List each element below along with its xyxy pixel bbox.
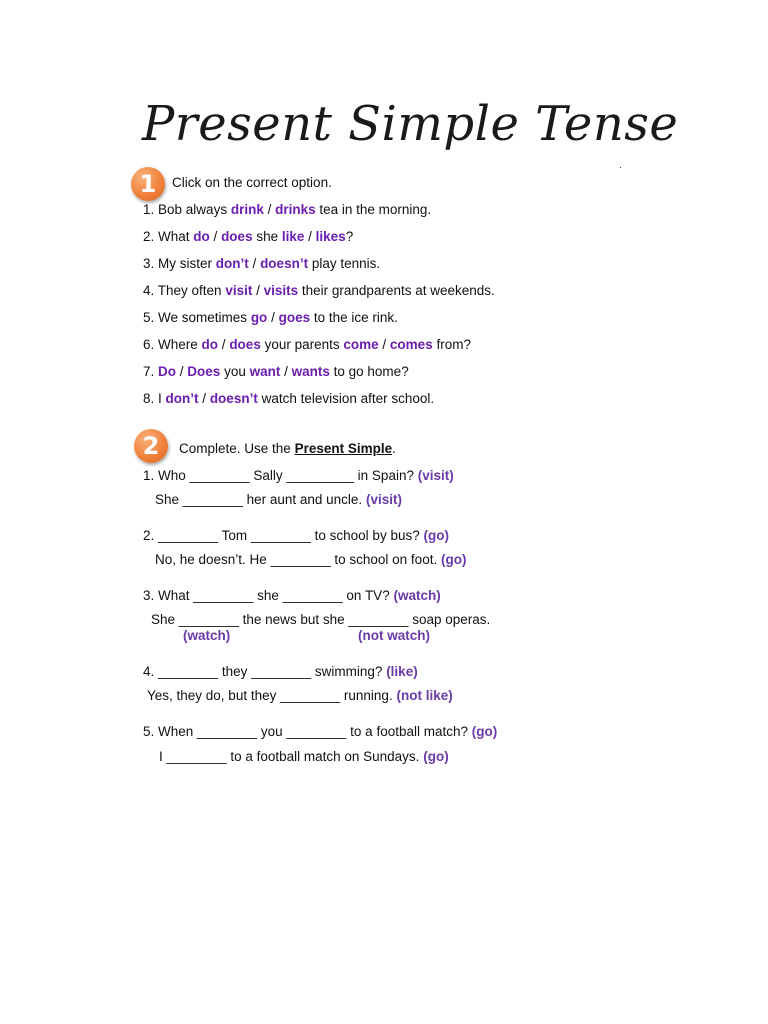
option-separator: / — [252, 283, 264, 298]
exercise-2-q4-line-2 — [147, 688, 453, 703]
item-text: Bob always — [158, 202, 231, 217]
exercise-2-q4-line-1 — [143, 664, 418, 679]
verb-hint: (go) — [440, 552, 467, 567]
option-do[interactable]: Do — [158, 364, 177, 379]
item-text: Where — [158, 337, 202, 352]
item-number: 3. — [143, 256, 155, 271]
item-text: My sister — [158, 256, 216, 271]
option-likes[interactable]: likes — [315, 229, 346, 244]
option-does[interactable]: Does — [187, 364, 221, 379]
item-number: 8. — [143, 391, 155, 406]
verb-hint: (go) — [471, 724, 498, 739]
item-number: 7. — [143, 364, 155, 379]
item-number: 2. — [143, 229, 155, 244]
verb-hint: (visit) — [365, 492, 402, 507]
exercise-1-item-2 — [143, 229, 353, 244]
option-goes[interactable]: goes — [278, 310, 311, 325]
option-drinks[interactable]: drinks — [275, 202, 316, 217]
exercise-1-item-3 — [143, 256, 380, 271]
instruction-text: Complete. Use the — [179, 441, 295, 456]
instruction-text: . — [392, 441, 396, 456]
option-doesnt[interactable]: doesn’t — [260, 256, 309, 271]
option-does[interactable]: does — [221, 229, 253, 244]
question-text: 4. ________ they ________ swimming? — [143, 664, 383, 679]
exercise-2-q1-line-1 — [143, 468, 454, 483]
question-text: 1. Who ________ Sally _________ in Spain? — [143, 468, 414, 483]
item-text: watch television after school. — [257, 391, 435, 406]
option-come[interactable]: come — [343, 337, 379, 352]
exercise-2-q2-line-1 — [143, 528, 449, 543]
option-comes[interactable]: comes — [389, 337, 433, 352]
option-like[interactable]: like — [281, 229, 305, 244]
exercise-2-q2-line-2 — [155, 552, 466, 567]
verb-hint-watch: (watch) — [183, 628, 231, 643]
exercise-1-item-4 — [143, 283, 495, 298]
section-2-badge-icon: 2 — [134, 429, 168, 463]
option-separator: / — [176, 364, 188, 379]
option-separator: / — [378, 337, 390, 352]
item-text: she — [252, 229, 282, 244]
option-do[interactable]: do — [201, 337, 219, 352]
item-text: I — [158, 391, 166, 406]
option-go[interactable]: go — [250, 310, 268, 325]
option-drink[interactable]: drink — [230, 202, 264, 217]
question-text: I ________ to a football match on Sundays. — [159, 749, 420, 764]
verb-hint: (go) — [423, 749, 449, 764]
option-separator: / — [263, 202, 276, 217]
verb-hint: (visit) — [417, 468, 454, 483]
item-number: 1. — [143, 202, 155, 217]
item-text: their grandparents at weekends. — [298, 283, 495, 298]
verb-hint: (watch) — [393, 588, 441, 603]
option-do[interactable]: do — [193, 229, 210, 244]
present-simple-label: Present Simple — [294, 441, 393, 456]
exercise-1-item-5 — [143, 310, 398, 325]
item-text: They often — [157, 283, 226, 298]
item-text: We sometimes — [158, 310, 251, 325]
section-1-badge-icon: 1 — [131, 167, 165, 201]
item-number: 5. — [143, 310, 155, 325]
option-separator: / — [267, 310, 279, 325]
exercise-2-q5-line-2 — [159, 749, 449, 764]
verb-hint: (like) — [386, 664, 418, 679]
exercise-2-q1-line-2 — [155, 492, 402, 507]
verb-hint-not-watch: (not watch) — [358, 628, 430, 643]
exercise-2-q5-line-1 — [143, 724, 497, 739]
verb-hint: (not like) — [396, 688, 453, 703]
question-text: Yes, they do, but they ________ running. — [147, 688, 393, 703]
item-text: your parents — [260, 337, 344, 352]
question-text: 5. When ________ you ________ to a football match? — [143, 724, 468, 739]
item-number: 6. — [143, 337, 155, 352]
option-visits[interactable]: visits — [263, 283, 299, 298]
question-text: 3. What ________ she ________ on TV? — [143, 588, 390, 603]
item-text: you — [220, 364, 250, 379]
question-text: She ________ her aunt and uncle. — [155, 492, 363, 507]
option-doesnt[interactable]: doesn’t — [209, 391, 258, 406]
item-text: to the ice rink. — [310, 310, 398, 325]
exercise-1-item-7 — [143, 364, 409, 379]
option-want[interactable]: want — [249, 364, 281, 379]
item-text: tea in the morning. — [315, 202, 432, 217]
option-dont[interactable]: don’t — [215, 256, 249, 271]
question-text: No, he doesn’t. He ________ to school on foot. — [155, 552, 438, 567]
option-wants[interactable]: wants — [291, 364, 330, 379]
option-dont[interactable]: don’t — [165, 391, 199, 406]
item-text: play tennis. — [308, 256, 381, 271]
item-text: What — [158, 229, 194, 244]
option-separator: / — [198, 391, 210, 406]
item-text: ? — [345, 229, 354, 244]
option-separator: / — [209, 229, 222, 244]
option-separator: / — [280, 364, 292, 379]
stray-dot: . — [619, 160, 622, 171]
item-text: from? — [432, 337, 471, 352]
question-text: 2. ________ Tom ________ to school by bus? — [143, 528, 420, 543]
exercise-1-item-1 — [143, 202, 431, 217]
exercise-1-item-6 — [143, 337, 471, 352]
item-number: 4. — [143, 283, 155, 298]
exercise-2-q3-line-2: She ________ the news but she ________ soap operas. — [151, 612, 491, 627]
verb-hint: (go) — [423, 528, 449, 543]
option-separator: / — [248, 256, 261, 271]
option-separator: / — [218, 337, 230, 352]
section-1-instruction: Click on the correct option. — [172, 175, 332, 190]
section-2-instruction — [179, 441, 396, 456]
option-visit[interactable]: visit — [225, 283, 253, 298]
option-does[interactable]: does — [229, 337, 261, 352]
exercise-1-item-8 — [143, 391, 434, 406]
exercise-2-q3-line-1 — [143, 588, 441, 603]
item-text: to go home? — [329, 364, 409, 379]
page-title: Present Simple Tense — [142, 96, 679, 152]
option-separator: / — [304, 229, 316, 244]
